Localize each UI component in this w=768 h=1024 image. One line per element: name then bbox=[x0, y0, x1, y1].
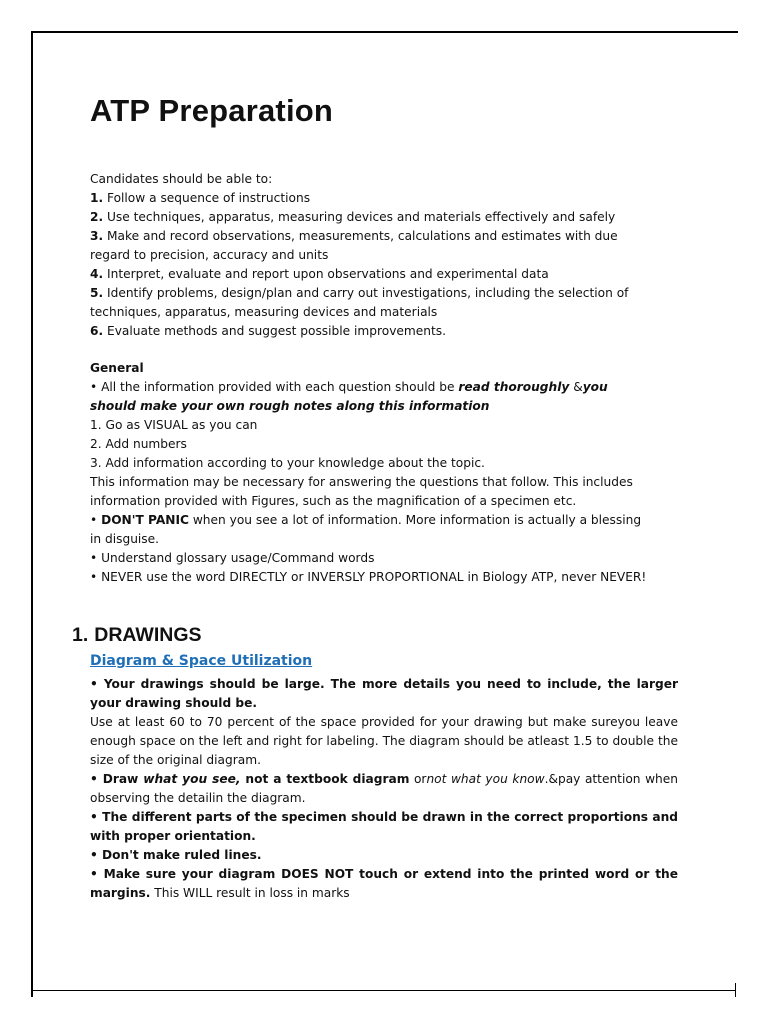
objectives-lead: Candidates should be able to: bbox=[90, 172, 273, 186]
heading-text: DRAWINGS bbox=[94, 624, 202, 646]
objective-item bbox=[90, 284, 650, 322]
general-bullet: • NEVER use the word DIRECTLY or INVERSLY PROPORTIONAL in Biology ATP, never NEVER! bbox=[90, 570, 647, 584]
emphasis-text: read thoroughly bbox=[458, 380, 570, 394]
page-bottom-border bbox=[33, 990, 736, 991]
emphasis-text: DON'T PANIC bbox=[101, 513, 189, 527]
item-text: Identify problems, design/plan and carry out investigations, including the selection of techniques, apparatus, measuring devices and materials bbox=[90, 286, 629, 319]
rule-text: or bbox=[409, 772, 427, 786]
item-text: Interpret, evaluate and report upon observations and experimental data bbox=[103, 267, 549, 281]
item-number: 2. bbox=[90, 210, 104, 224]
item-text: Make and record observations, measurements, calculations and estimates with due regard to precision, accuracy and units bbox=[90, 229, 618, 262]
drawing-rule: • Your drawings should be large. The more details you need to include, the larger your drawing should be. bbox=[90, 677, 678, 710]
general-bullet: • Understand glossary usage/Command words bbox=[90, 551, 375, 565]
border-corner-right bbox=[735, 983, 736, 997]
step-item: 2. Add numbers bbox=[90, 437, 187, 451]
general-bullet bbox=[90, 511, 650, 549]
rule-text: This WILL result in loss in marks bbox=[150, 886, 350, 900]
item-number: 3. bbox=[90, 229, 104, 243]
bullet-text: • All the information provided with each question should be bbox=[90, 380, 459, 394]
rule-text: not a textbook diagram bbox=[240, 772, 410, 786]
item-number: 6. bbox=[90, 324, 104, 338]
drawing-paragraph: Use at least 60 to 70 percent of the space provided for your drawing but make sureyou leave enough space on the left and right for labeling. The diagram should be atleast 1.5 to double the size of the original diagram. bbox=[90, 715, 678, 767]
general-note: This information may be necessary for answering the questions that follow. This includes information provided with Figures, such as the magnification of a specimen etc. bbox=[90, 475, 633, 508]
objective-item bbox=[90, 208, 650, 227]
objective-item bbox=[90, 322, 650, 341]
emphasis-text: what you see, bbox=[143, 772, 241, 786]
objective-item bbox=[90, 189, 650, 208]
rule-text: • Draw bbox=[90, 772, 144, 786]
section-heading-general: General bbox=[90, 361, 144, 375]
item-text: Follow a sequence of instructions bbox=[103, 191, 311, 205]
item-text: Evaluate methods and suggest possible improvements. bbox=[103, 324, 447, 338]
heading-number: 1. bbox=[72, 624, 89, 646]
drawing-rule bbox=[90, 770, 678, 808]
drawings-section bbox=[90, 675, 678, 903]
item-number: 5. bbox=[90, 286, 104, 300]
general-bullet bbox=[90, 378, 650, 416]
rule-text: .&pay attention when observing the detailin the diagram. bbox=[90, 772, 678, 805]
emphasis-text: not what you know bbox=[426, 772, 545, 786]
item-text: Use techniques, apparatus, measuring devices and materials effectively and safely bbox=[103, 210, 616, 224]
objective-item bbox=[90, 265, 650, 284]
subheading-link[interactable]: Diagram & Space Utilization bbox=[90, 653, 313, 669]
step-item: 1. Go as VISUAL as you can bbox=[90, 418, 258, 432]
border-corner-left bbox=[31, 983, 33, 997]
item-number: 4. bbox=[90, 267, 104, 281]
objectives-section bbox=[90, 170, 650, 341]
bullet-text: & bbox=[569, 380, 583, 394]
item-number: 1. bbox=[90, 191, 104, 205]
drawing-rule: • The different parts of the specimen should be drawn in the correct proportions and with proper orientation. bbox=[90, 810, 678, 843]
step-item: 3. Add information according to your knowledge about the topic. bbox=[90, 456, 485, 470]
objective-item bbox=[90, 227, 650, 265]
drawing-rule bbox=[90, 865, 678, 903]
drawing-rule: • Don't make ruled lines. bbox=[90, 848, 262, 862]
page-title: ATP Preparation bbox=[90, 93, 334, 128]
bullet-text: when you see a lot of information. More information is actually a blessing in disguise. bbox=[90, 513, 642, 546]
section-heading-drawings bbox=[72, 624, 202, 647]
emphasis-text: you should make your own rough notes along this information bbox=[90, 380, 608, 413]
rule-text: • Make sure your diagram DOES NOT touch or extend into the printed word or the margins. bbox=[90, 867, 678, 900]
general-section bbox=[90, 359, 650, 587]
bullet-text: • bbox=[90, 513, 102, 527]
